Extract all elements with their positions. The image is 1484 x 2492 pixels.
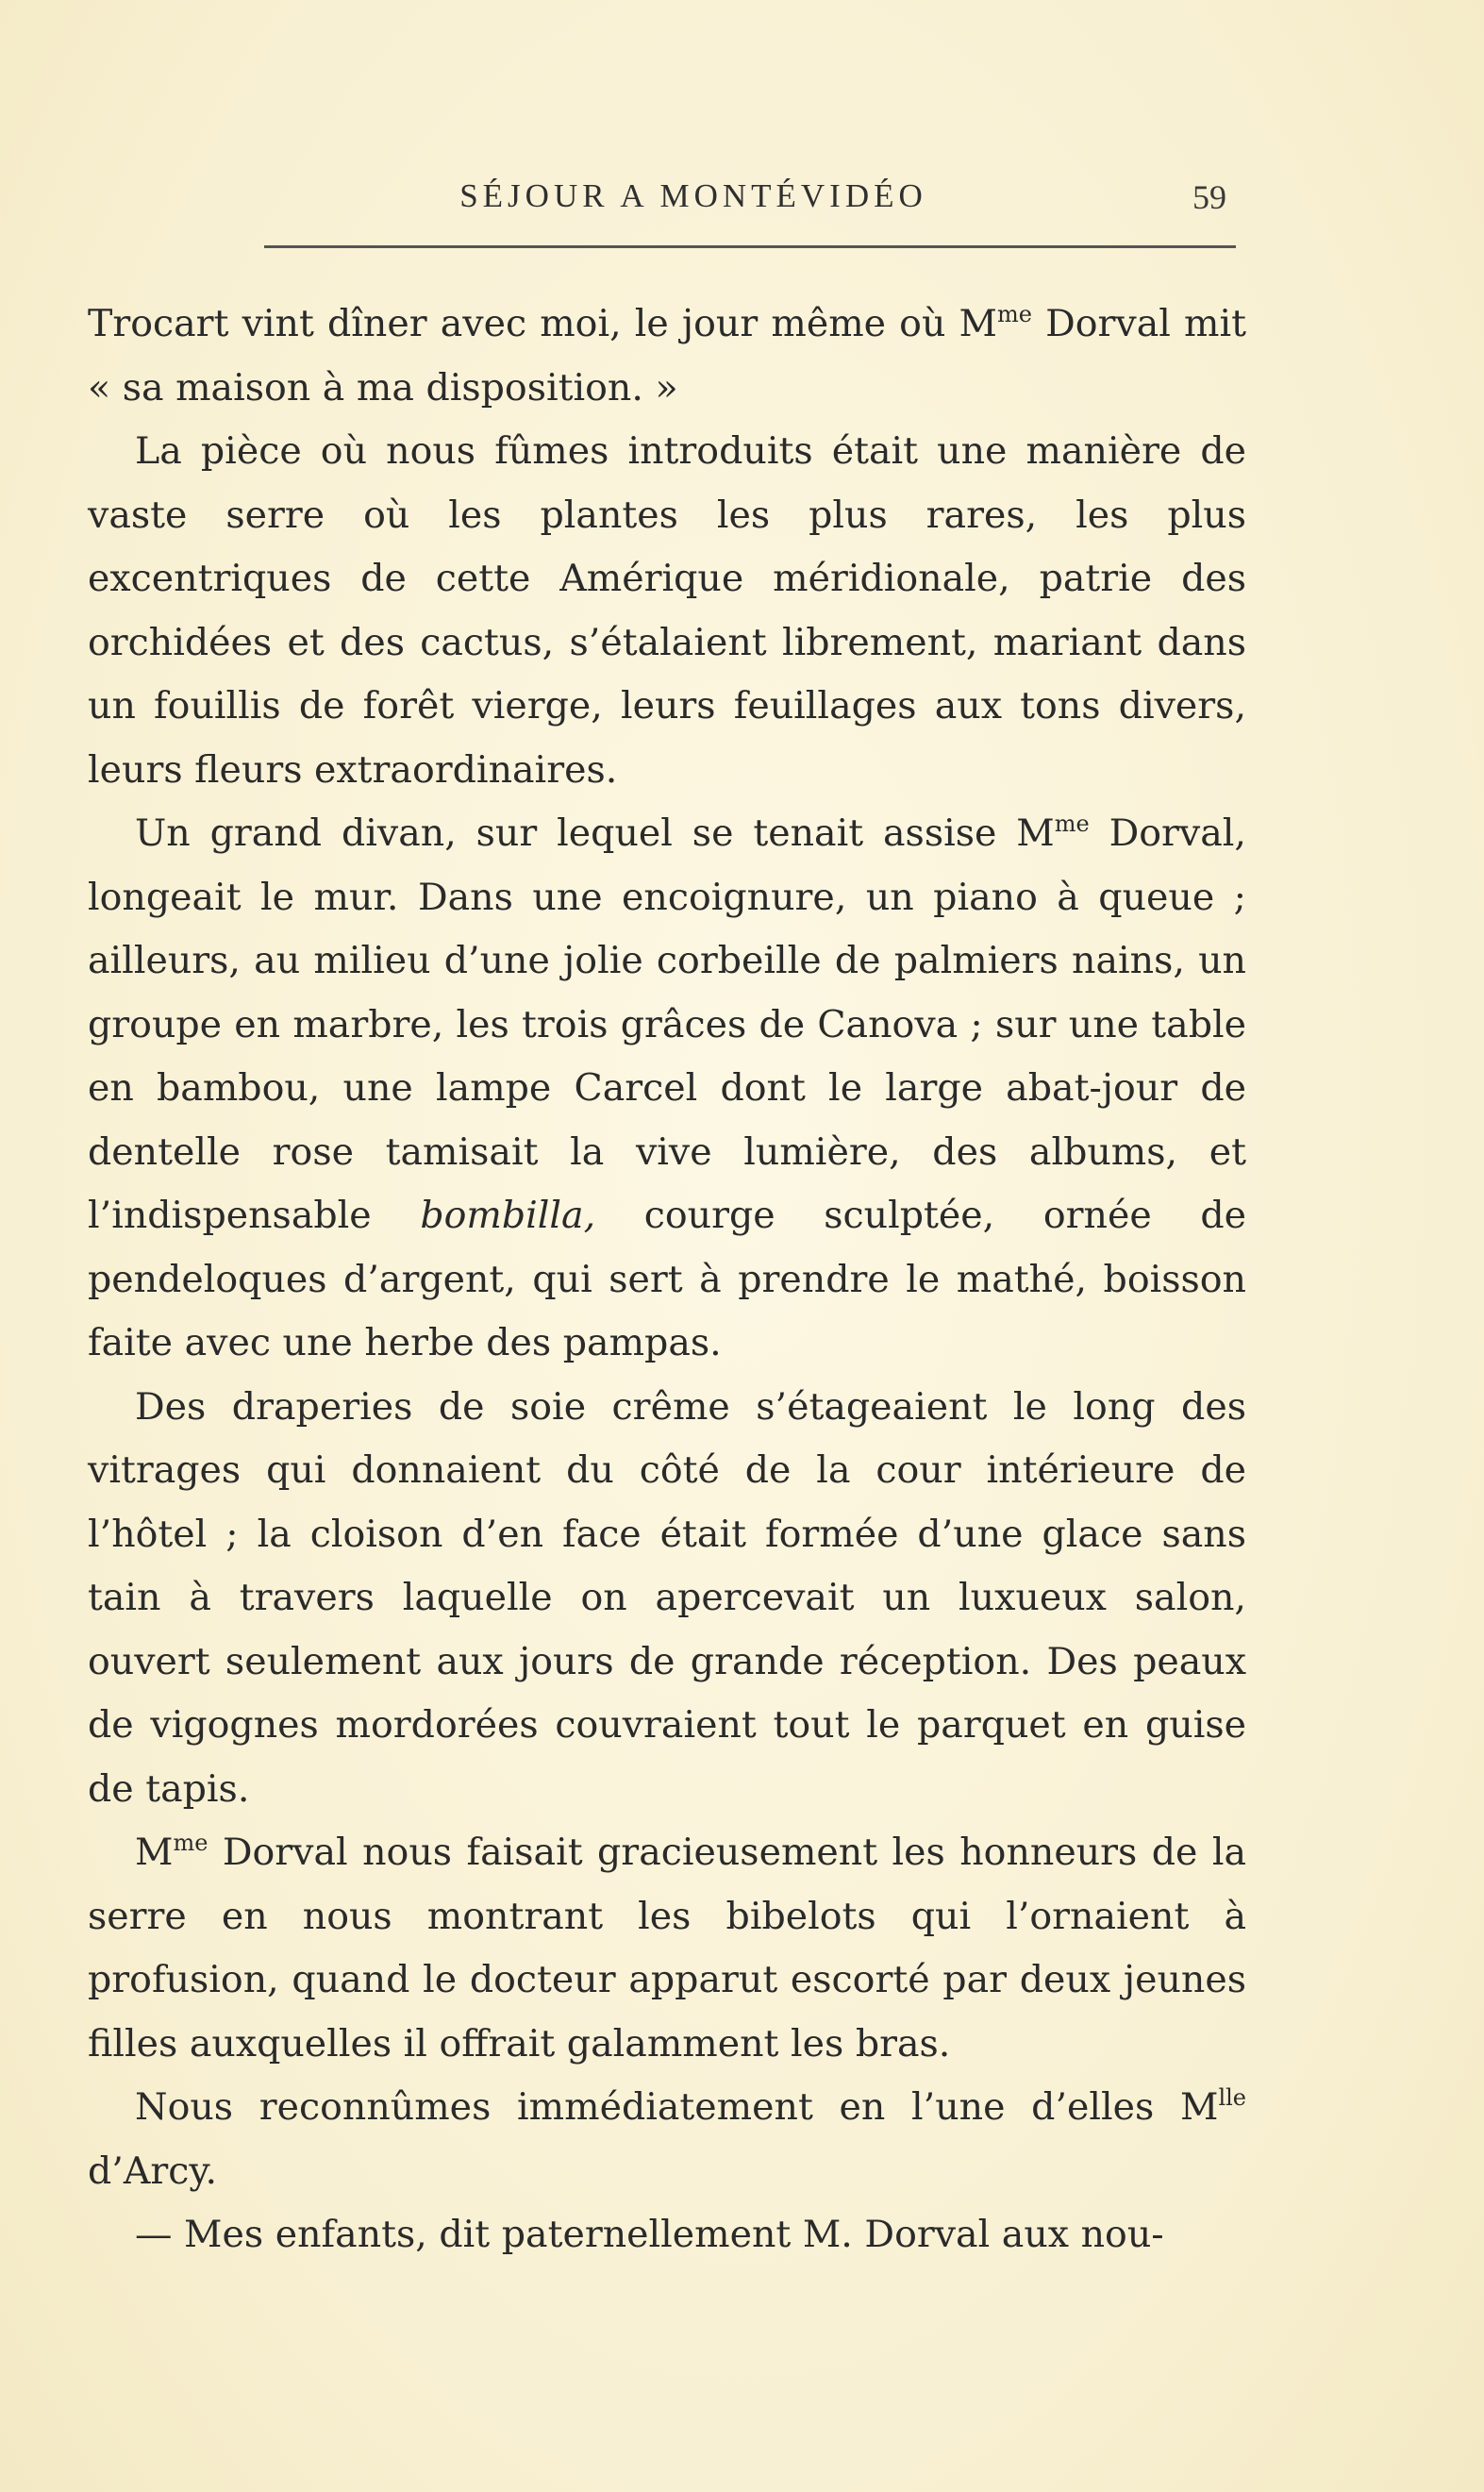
running-title: SÉJOUR A MONTÉVIDÉO <box>459 177 927 214</box>
header-rule <box>264 245 1236 248</box>
paragraph-6-text-a: Nous reconnûmes immédiatement en l’une d’elles M <box>135 2085 1219 2129</box>
paragraph-3-text-b: Dorval, longeait le mur. Dans une encoignure, un piano à queue ; ailleurs, au milieu d’une jolie corbeille de palmiers nains, un groupe en marbre, les trois grâces de Canova ; sur une table en bambou, une lampe Carcel dont le large abat-jour de dentelle rose tamisait la vive lumière, des albums, et l’indispensable <box>88 811 1246 1237</box>
paragraph-4: Des draperies de soie crême s’étageaient le long des vitrages qui donnaient du côté de la cour intérieure de l’hôtel ; la cloison d’en face était formée d’une glace sans tain à travers laquelle on apercevait un luxueux salon, ouvert seulement aux jours de grande réception. Des peaux de vigognes mordorées couvraient tout le parquet en guise de tapis. <box>88 1384 1246 1811</box>
paragraph-1 <box>88 293 1246 420</box>
paragraph-5-text-b: Dorval nous faisait gracieusement les honneurs de la serre en nous montrant les bibelots qui l’ornaient à profusion, quand le docteur apparut escorté par deux jeunes filles auxquelles il offrait galamment les bras. <box>88 1831 1246 2066</box>
superscript-lle: lle <box>1218 2084 1246 2111</box>
paragraph-3 <box>88 802 1246 1376</box>
superscript-me: me <box>1054 811 1090 837</box>
paragraph-3-text-c: courge sculptée, ornée de pendeloques d’argent, qui sert à prendre le mathé, boisson faite avec une herbe des pampas. <box>88 1194 1246 1364</box>
paragraph-5 <box>88 1821 1246 2076</box>
paragraph-5-text-a: M <box>135 1831 174 1874</box>
page-header <box>0 177 1484 225</box>
superscript-me: me <box>996 301 1032 327</box>
paragraph-2: La pièce où nous fûmes introduits était une manière de vaste serre où les plantes les plus rares, les plus excentriques de cette Amérique méridionale, patrie des orchidées et des cactus, s’étalaient librement, mariant dans un fouillis de forêt vierge, leurs feuillages aux tons divers, leurs fleurs extraordinaires. <box>88 429 1246 792</box>
superscript-me: me <box>173 1830 208 1856</box>
paragraph-6-text-b: d’Arcy. <box>88 2149 217 2193</box>
paragraph-1-text-b: Dorval mit « sa maison à ma disposition. » <box>88 302 1247 410</box>
paragraph-6 <box>88 2076 1246 2203</box>
italic-bombilla: bombilla, <box>420 1194 596 1237</box>
paragraph-3-text-a: Un grand divan, sur lequel se tenait assise M <box>135 811 1055 855</box>
body-text <box>88 293 1246 2267</box>
paragraph-1-text-a: Trocart vint dîner avec moi, le jour même où M <box>88 302 997 345</box>
paragraph-7: — Mes enfants, dit paternellement M. Dorval aux nou- <box>135 2213 1164 2256</box>
page-number: 59 <box>1192 178 1226 216</box>
